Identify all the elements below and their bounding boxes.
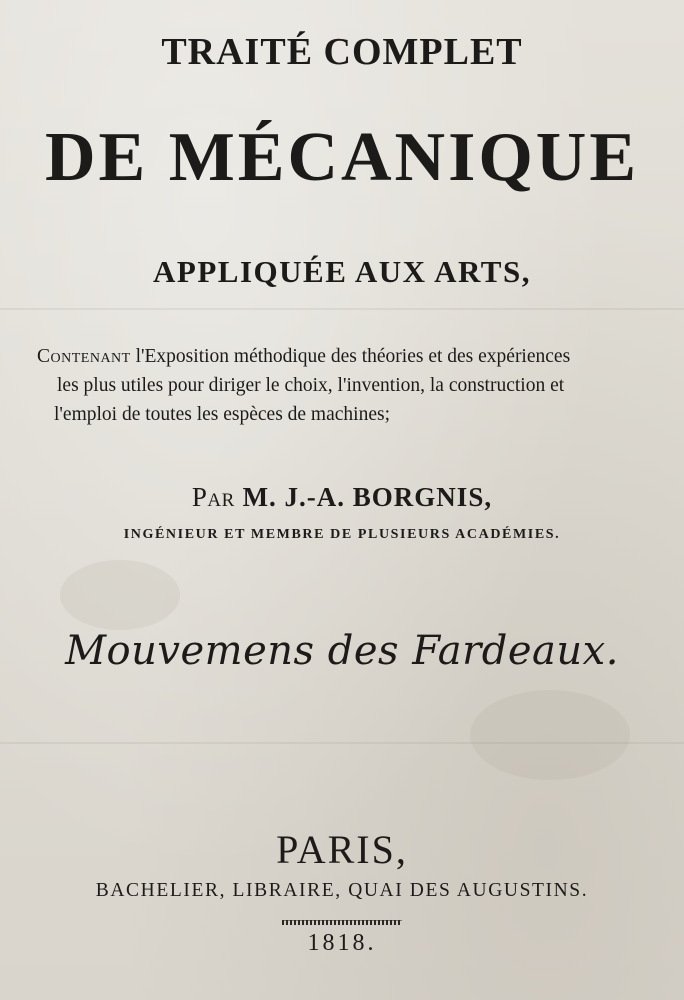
title-line-1: TRAITÉ COMPLET — [161, 31, 523, 73]
paper-fold — [0, 308, 684, 310]
paper-stain — [470, 690, 630, 780]
description-lead: Contenant — [37, 346, 131, 367]
author-line — [0, 482, 684, 513]
author-lead: Par — [191, 482, 235, 512]
description-line-2: les plus utiles pour diriger le choix, l'invention, la construction et — [57, 375, 565, 396]
description-line-1 — [37, 343, 570, 371]
imprint-year: 1818. — [307, 930, 377, 956]
decorative-rule — [282, 920, 402, 925]
description-line-1-rest: l'Exposition méthodique des théories et des expériences — [130, 346, 571, 367]
imprint-publisher: BACHELIER, LIBRAIRE, QUAI DES AUGUSTINS. — [95, 880, 589, 901]
author-name: M. J.-A. BORGNIS, — [234, 482, 493, 512]
title-line-2: DE MÉCANIQUE — [44, 119, 640, 196]
author-title: INGÉNIEUR ET MEMBRE DE PLUSIEURS ACADÉMIES. — [123, 527, 561, 542]
title-line-3: APPLIQUÉE AUX ARTS, — [153, 254, 531, 289]
paper-stain — [60, 560, 180, 630]
description-line-3: l'emploi de toutes les espèces de machines; — [54, 404, 390, 425]
imprint-city: PARIS, — [276, 827, 408, 872]
volume-title: Mouvemens des Fardeaux. — [65, 628, 619, 674]
